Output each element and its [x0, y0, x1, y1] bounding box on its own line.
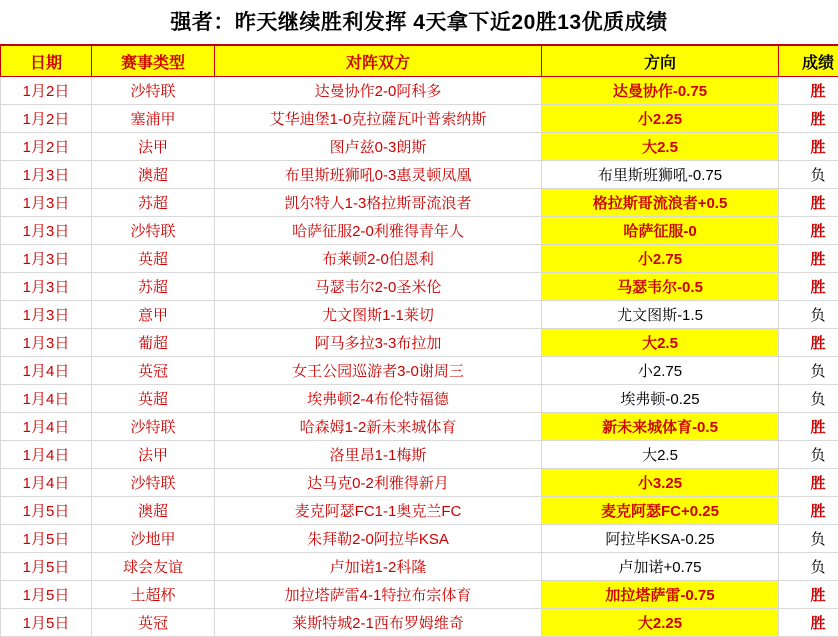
cell-result: 负 — [779, 553, 838, 581]
table-row — [1, 301, 838, 329]
cell-type: 意甲 — [92, 301, 215, 329]
cell-direction: 大2.5 — [542, 329, 779, 357]
cell-result: 胜 — [779, 105, 838, 133]
cell-match: 麦克阿瑟FC1-1奥克兰FC — [215, 497, 542, 525]
cell-date: 1月2日 — [1, 77, 92, 105]
cell-date: 1月3日 — [1, 273, 92, 301]
cell-date: 1月3日 — [1, 189, 92, 217]
cell-date: 1月4日 — [1, 357, 92, 385]
cell-direction: 格拉斯哥流浪者+0.5 — [542, 189, 779, 217]
cell-match: 尤文图斯1-1莱切 — [215, 301, 542, 329]
table-row — [1, 105, 838, 133]
cell-date: 1月3日 — [1, 301, 92, 329]
table-row — [1, 497, 838, 525]
cell-result: 胜 — [779, 245, 838, 273]
cell-result: 胜 — [779, 217, 838, 245]
cell-direction: 尤文图斯-1.5 — [542, 301, 779, 329]
cell-date: 1月3日 — [1, 245, 92, 273]
cell-type: 英超 — [92, 385, 215, 413]
cell-match: 马瑟韦尔2-0圣米伦 — [215, 273, 542, 301]
cell-match: 莱斯特城2-1西布罗姆维奇 — [215, 609, 542, 637]
cell-date: 1月5日 — [1, 581, 92, 609]
table-row — [1, 273, 838, 301]
cell-type: 法甲 — [92, 441, 215, 469]
results-table — [0, 44, 838, 637]
cell-match: 女王公园巡游者3-0谢周三 — [215, 357, 542, 385]
cell-match: 卢加诺1-2科隆 — [215, 553, 542, 581]
cell-type: 葡超 — [92, 329, 215, 357]
cell-direction: 大2.5 — [542, 133, 779, 161]
cell-match: 阿马多拉3-3布拉加 — [215, 329, 542, 357]
cell-date: 1月3日 — [1, 161, 92, 189]
cell-direction: 马瑟韦尔-0.5 — [542, 273, 779, 301]
table-row — [1, 525, 838, 553]
table-row — [1, 217, 838, 245]
cell-type: 沙特联 — [92, 77, 215, 105]
cell-match: 洛里昂1-1梅斯 — [215, 441, 542, 469]
cell-direction: 新未来城体育-0.5 — [542, 413, 779, 441]
table-row — [1, 77, 838, 105]
cell-direction: 埃弗顿-0.25 — [542, 385, 779, 413]
cell-date: 1月2日 — [1, 105, 92, 133]
header-row — [1, 45, 838, 77]
table-row — [1, 469, 838, 497]
column-header-type: 赛事类型 — [92, 45, 215, 77]
cell-type: 球会友谊 — [92, 553, 215, 581]
cell-type: 塞浦甲 — [92, 105, 215, 133]
cell-direction: 大2.5 — [542, 441, 779, 469]
cell-match: 哈萨征服2-0利雅得青年人 — [215, 217, 542, 245]
cell-direction: 卢加诺+0.75 — [542, 553, 779, 581]
column-header-result: 成绩 — [779, 45, 838, 77]
cell-date: 1月3日 — [1, 217, 92, 245]
cell-date: 1月2日 — [1, 133, 92, 161]
cell-result: 胜 — [779, 497, 838, 525]
cell-result: 负 — [779, 357, 838, 385]
cell-date: 1月3日 — [1, 329, 92, 357]
cell-result: 胜 — [779, 133, 838, 161]
cell-result: 胜 — [779, 273, 838, 301]
cell-result: 负 — [779, 525, 838, 553]
cell-date: 1月5日 — [1, 609, 92, 637]
table-row — [1, 161, 838, 189]
cell-result: 负 — [779, 441, 838, 469]
cell-result: 胜 — [779, 469, 838, 497]
cell-type: 沙特联 — [92, 413, 215, 441]
cell-direction: 布里斯班狮吼-0.75 — [542, 161, 779, 189]
cell-match: 加拉塔萨雷4-1特拉布宗体育 — [215, 581, 542, 609]
cell-direction: 哈萨征服-0 — [542, 217, 779, 245]
table-header — [1, 45, 838, 77]
cell-match: 艾华迪堡1-0克拉薩瓦叶普索纳斯 — [215, 105, 542, 133]
cell-result: 胜 — [779, 77, 838, 105]
cell-direction: 麦克阿瑟FC+0.25 — [542, 497, 779, 525]
cell-direction: 加拉塔萨雷-0.75 — [542, 581, 779, 609]
cell-direction: 小3.25 — [542, 469, 779, 497]
cell-direction: 达曼协作-0.75 — [542, 77, 779, 105]
cell-result: 胜 — [779, 609, 838, 637]
table-row — [1, 133, 838, 161]
table-row — [1, 609, 838, 637]
cell-type: 英超 — [92, 245, 215, 273]
column-header-date: 日期 — [1, 45, 92, 77]
table-row — [1, 553, 838, 581]
cell-result: 胜 — [779, 329, 838, 357]
table-row — [1, 413, 838, 441]
cell-type: 法甲 — [92, 133, 215, 161]
cell-type: 澳超 — [92, 161, 215, 189]
cell-result: 负 — [779, 301, 838, 329]
cell-date: 1月5日 — [1, 525, 92, 553]
cell-type: 土超杯 — [92, 581, 215, 609]
table-row — [1, 189, 838, 217]
cell-direction: 小2.75 — [542, 357, 779, 385]
cell-match: 达曼协作2-0阿科多 — [215, 77, 542, 105]
column-header-match: 对阵双方 — [215, 45, 542, 77]
cell-match: 布里斯班狮吼0-3惠灵顿凤凰 — [215, 161, 542, 189]
cell-direction: 大2.25 — [542, 609, 779, 637]
cell-match: 达马克0-2利雅得新月 — [215, 469, 542, 497]
cell-result: 胜 — [779, 413, 838, 441]
cell-type: 澳超 — [92, 497, 215, 525]
cell-type: 苏超 — [92, 189, 215, 217]
cell-type: 英冠 — [92, 357, 215, 385]
cell-match: 凯尔特人1-3格拉斯哥流浪者 — [215, 189, 542, 217]
cell-result: 胜 — [779, 189, 838, 217]
cell-direction: 阿拉毕KSA-0.25 — [542, 525, 779, 553]
table-body — [1, 77, 838, 637]
table-row — [1, 441, 838, 469]
cell-result: 负 — [779, 385, 838, 413]
table-row — [1, 581, 838, 609]
cell-date: 1月4日 — [1, 441, 92, 469]
column-header-direction: 方向 — [542, 45, 779, 77]
cell-direction: 小2.25 — [542, 105, 779, 133]
cell-type: 沙地甲 — [92, 525, 215, 553]
cell-date: 1月4日 — [1, 469, 92, 497]
cell-date: 1月4日 — [1, 385, 92, 413]
cell-type: 英冠 — [92, 609, 215, 637]
cell-match: 朱拜勒2-0阿拉毕KSA — [215, 525, 542, 553]
cell-result: 负 — [779, 161, 838, 189]
table-row — [1, 245, 838, 273]
cell-type: 沙特联 — [92, 469, 215, 497]
cell-type: 苏超 — [92, 273, 215, 301]
table-row — [1, 357, 838, 385]
cell-match: 哈森姆1-2新未来城体育 — [215, 413, 542, 441]
page-title: 强者：昨天继续胜利发挥 4天拿下近20胜13优质成绩 — [0, 0, 838, 44]
cell-result: 胜 — [779, 581, 838, 609]
cell-date: 1月4日 — [1, 413, 92, 441]
table-row — [1, 329, 838, 357]
cell-type: 沙特联 — [92, 217, 215, 245]
cell-direction: 小2.75 — [542, 245, 779, 273]
cell-date: 1月5日 — [1, 497, 92, 525]
cell-match: 布莱顿2-0伯恩利 — [215, 245, 542, 273]
table-row — [1, 385, 838, 413]
cell-date: 1月5日 — [1, 553, 92, 581]
cell-match: 埃弗顿2-4布伦特福德 — [215, 385, 542, 413]
cell-match: 图卢兹0-3朗斯 — [215, 133, 542, 161]
